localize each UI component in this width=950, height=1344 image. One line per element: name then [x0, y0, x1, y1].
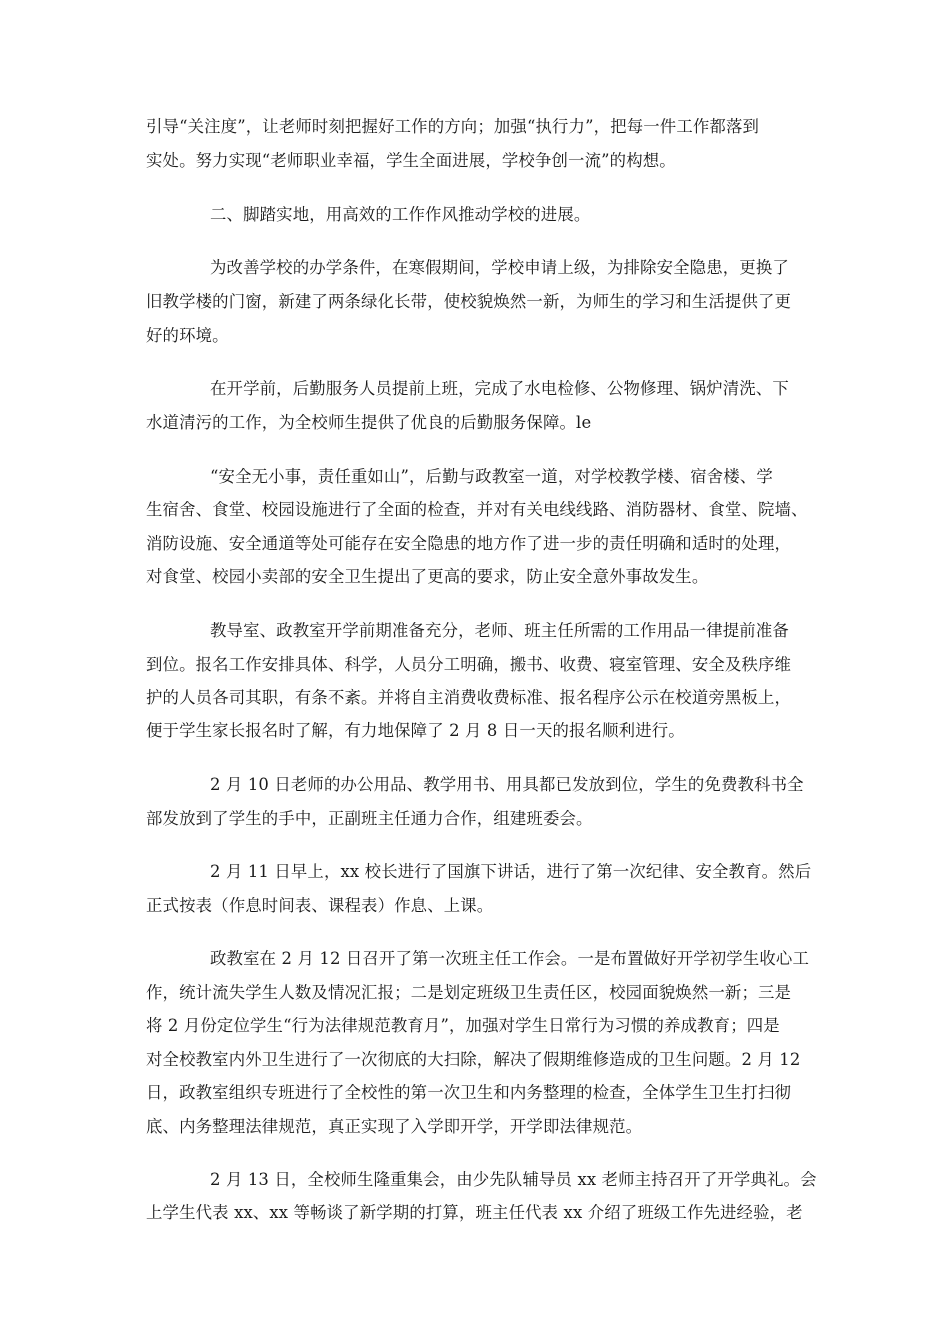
text-line: 水道清污的工作，为全校师生提供了优良的后勤服务保障。le	[146, 413, 592, 432]
text-line: 2 月 11 日早上，xx 校长进行了国旗下讲话，进行了第一次纪律、安全教育。然后	[210, 862, 812, 881]
text-line: 日，政教室组织专班进行了全校性的第一次卫生和内务整理的检查，全体学生卫生打扫彻	[146, 1083, 792, 1102]
text-line: 旧教学楼的门窗，新建了两条绿化长带，使校貌焕然一新，为师生的学习和生活提供了更	[146, 292, 792, 311]
text-line: 在开学前，后勤服务人员提前上班，完成了水电检修、公物修理、锅炉清洗、下	[210, 379, 789, 398]
text-line: 到位。报名工作安排具体、科学，人员分工明确，搬书、收费、寝室管理、安全及秩序维	[146, 655, 792, 674]
text-line: 正式按表（作息时间表、课程表）作息、上课。	[146, 896, 494, 915]
text-line: 2 月 13 日，全校师生隆重集会，由少先队辅导员 xx 老师主持召开了开学典礼。会	[210, 1170, 817, 1189]
text-line: 2 月 10 日老师的办公用品、教学用书、用具都已发放到位，学生的免费教科书全	[210, 775, 804, 794]
section-heading: 二、脚踏实地，用高效的工作作风推动学校的进展。	[210, 205, 591, 224]
text-line: 上学生代表 xx、xx 等畅谈了新学期的打算，班主任代表 xx 介绍了班级工作先进经验，老	[146, 1203, 803, 1222]
text-line: “安全无小事，责任重如山”，后勤与政教室一道，对学校教学楼、宿舍楼、学	[210, 467, 773, 486]
text-line: 教导室、政教室开学前期准备充分，老师、班主任所需的工作用品一律提前准备	[210, 621, 789, 640]
text-line: 便于学生家长报名时了解，有力地保障了 2 月 8 日一天的报名顺利进行。	[146, 721, 685, 740]
text-line: 部发放到了学生的手中，正副班主任通力合作，组建班委会。	[146, 809, 593, 828]
text-line: 对全校教室内外卫生进行了一次彻底的大扫除，解决了假期维修造成的卫生问题。2 月 12	[146, 1050, 801, 1069]
text-line: 生宿舍、食堂、校园设施进行了全面的检查，并对有关电线线路、消防器材、食堂、院墙、	[146, 500, 808, 519]
text-line: 作，统计流失学生人数及情况汇报；二是划定班级卫生责任区，校园面貌焕然一新；三是	[146, 983, 792, 1002]
text-line: 政教室在 2 月 12 日召开了第一次班主任工作会。一是布置做好开学初学生收心工	[210, 949, 810, 968]
text-line: 对食堂、校园小卖部的安全卫生提出了更高的要求，防止安全意外事故发生。	[146, 567, 709, 586]
text-line: 将 2 月份定位学生“行为法律规范教育月”，加强对学生日常行为习惯的养成教育；四是	[146, 1016, 780, 1035]
text-line: 为改善学校的办学条件，在寒假期间，学校申请上级，为排除安全隐患，更换了	[210, 258, 789, 277]
text-line: 实处。努力实现“老师职业幸福，学生全面进展，学校争创一流”的构想。	[146, 151, 676, 170]
text-line: 护的人员各司其职，有条不紊。并将自主消费收费标准、报名程序公示在校道旁黑板上，	[146, 688, 792, 707]
text-line: 底、内务整理法律规范，真正实现了入学即开学，开学即法律规范。	[146, 1117, 643, 1136]
text-line: 好的环境。	[146, 326, 229, 345]
text-line: 消防设施、安全通道等处可能存在安全隐患的地方作了进一步的责任明确和适时的处理，	[146, 534, 792, 553]
text-line: 引导“关注度”，让老师时刻把握好工作的方向；加强“执行力”，把每一件工作都落到	[146, 117, 760, 136]
